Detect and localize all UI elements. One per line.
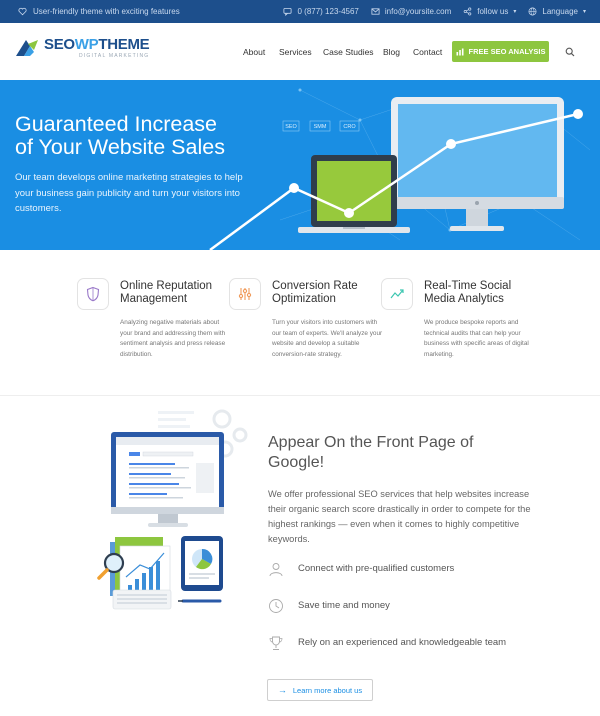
tag-cro: CRO: [343, 124, 356, 130]
feature-title: Conversion Rate Optimization: [272, 280, 358, 305]
feature-text: We produce bespoke reports and technical audits that can help your business with specific areas of digital marketing.: [424, 319, 529, 358]
site-header: [0, 23, 600, 80]
hero-illustration: [0, 80, 600, 250]
feature-text: Analyzing negative materials about your brand and addressing them with sentiment analysis and press release distribution.: [120, 319, 226, 358]
hero-title: Guaranteed Increase of Your Website Sales: [15, 112, 225, 159]
email-address: info@yoursite.com: [384, 7, 452, 16]
hero-text: Our team develops online marketing strategies to help your business gain publicity and turn your visitors into customers.: [15, 172, 243, 214]
email-link[interactable]: [371, 7, 451, 16]
mail-icon: [371, 7, 380, 16]
nav-services[interactable]: Services: [279, 46, 312, 57]
chat-icon: [283, 7, 292, 16]
follow-us-label: follow us: [477, 7, 509, 16]
feature-title: Real-Time Social Media Analytics: [424, 280, 512, 305]
tag-seo: SEO: [285, 124, 297, 130]
feature-title: Online Reputation Management: [120, 280, 213, 305]
clock-icon: [268, 598, 284, 614]
list-item-label: Save time and money: [298, 600, 390, 611]
list-item-label: Rely on an experienced and knowledgeable team: [298, 637, 507, 648]
shield-icon: [85, 286, 101, 302]
list-item: [268, 561, 568, 577]
nav-contact[interactable]: Contact: [413, 46, 443, 57]
language-label: Language: [542, 7, 578, 16]
nav-blog[interactable]: Blog: [383, 46, 401, 57]
tag-smm: SMM: [313, 124, 327, 130]
list-item-label: Connect with pre-qualified customers: [298, 563, 455, 574]
bar-chart-icon: [456, 48, 464, 56]
google-section: [0, 397, 600, 716]
sliders-icon: [237, 286, 253, 302]
nav-about[interactable]: About: [243, 46, 266, 57]
logo-tagline: DIGITAL MARKETING: [78, 53, 150, 59]
learn-more-label: Learn more about us: [292, 685, 363, 695]
chevron-down-icon: ▾: [582, 9, 586, 15]
top-bar: [0, 0, 600, 23]
free-seo-analysis-button[interactable]: [452, 41, 549, 62]
arrow-right-icon: →: [277, 685, 287, 695]
chevron-down-icon: ▾: [513, 9, 517, 15]
trend-chart-icon: [389, 286, 405, 302]
hero-banner: [0, 80, 600, 250]
nav-case-studies[interactable]: Case Studies: [323, 46, 374, 57]
logo-wordmark: SEOWPTHEME: [44, 36, 150, 53]
heart-icon: [18, 7, 27, 16]
site-logo[interactable]: [16, 37, 149, 59]
list-item: [268, 598, 568, 614]
list-item: [268, 635, 568, 651]
features-section: [0, 250, 600, 396]
user-icon: [268, 561, 284, 577]
monitor-illustration: [391, 97, 564, 231]
tagline-text: User-friendly theme with exciting features: [33, 7, 180, 16]
feature-text: Turn your visitors into customers with our team of experts. We'll analyze your website and develop a suitable conversion-rate strategy.: [272, 319, 383, 358]
top-bar-tagline: [18, 7, 180, 16]
section-title: Appear On the Front Page of Google!: [268, 434, 474, 471]
language-dropdown[interactable]: [528, 7, 586, 16]
phone-number: 0 (877) 123-4567: [297, 7, 359, 16]
follow-us-dropdown[interactable]: [463, 7, 516, 16]
logo-mark-icon: [16, 38, 40, 58]
share-icon: [463, 7, 472, 16]
phone-link[interactable]: [283, 7, 358, 16]
learn-more-button[interactable]: [267, 679, 373, 701]
seo-illustration: [0, 397, 260, 716]
section-text: We offer professional SEO services that help websites increase their organic search score drastically in order to compete for the highest rankings — even when it comes to highly competitive keywords.: [268, 489, 531, 544]
search-icon[interactable]: [565, 47, 575, 57]
cta-label: FREE SEO ANALYSIS: [468, 47, 546, 56]
trophy-icon: [268, 635, 284, 651]
globe-icon: [528, 7, 537, 16]
laptop-illustration: [298, 155, 410, 233]
